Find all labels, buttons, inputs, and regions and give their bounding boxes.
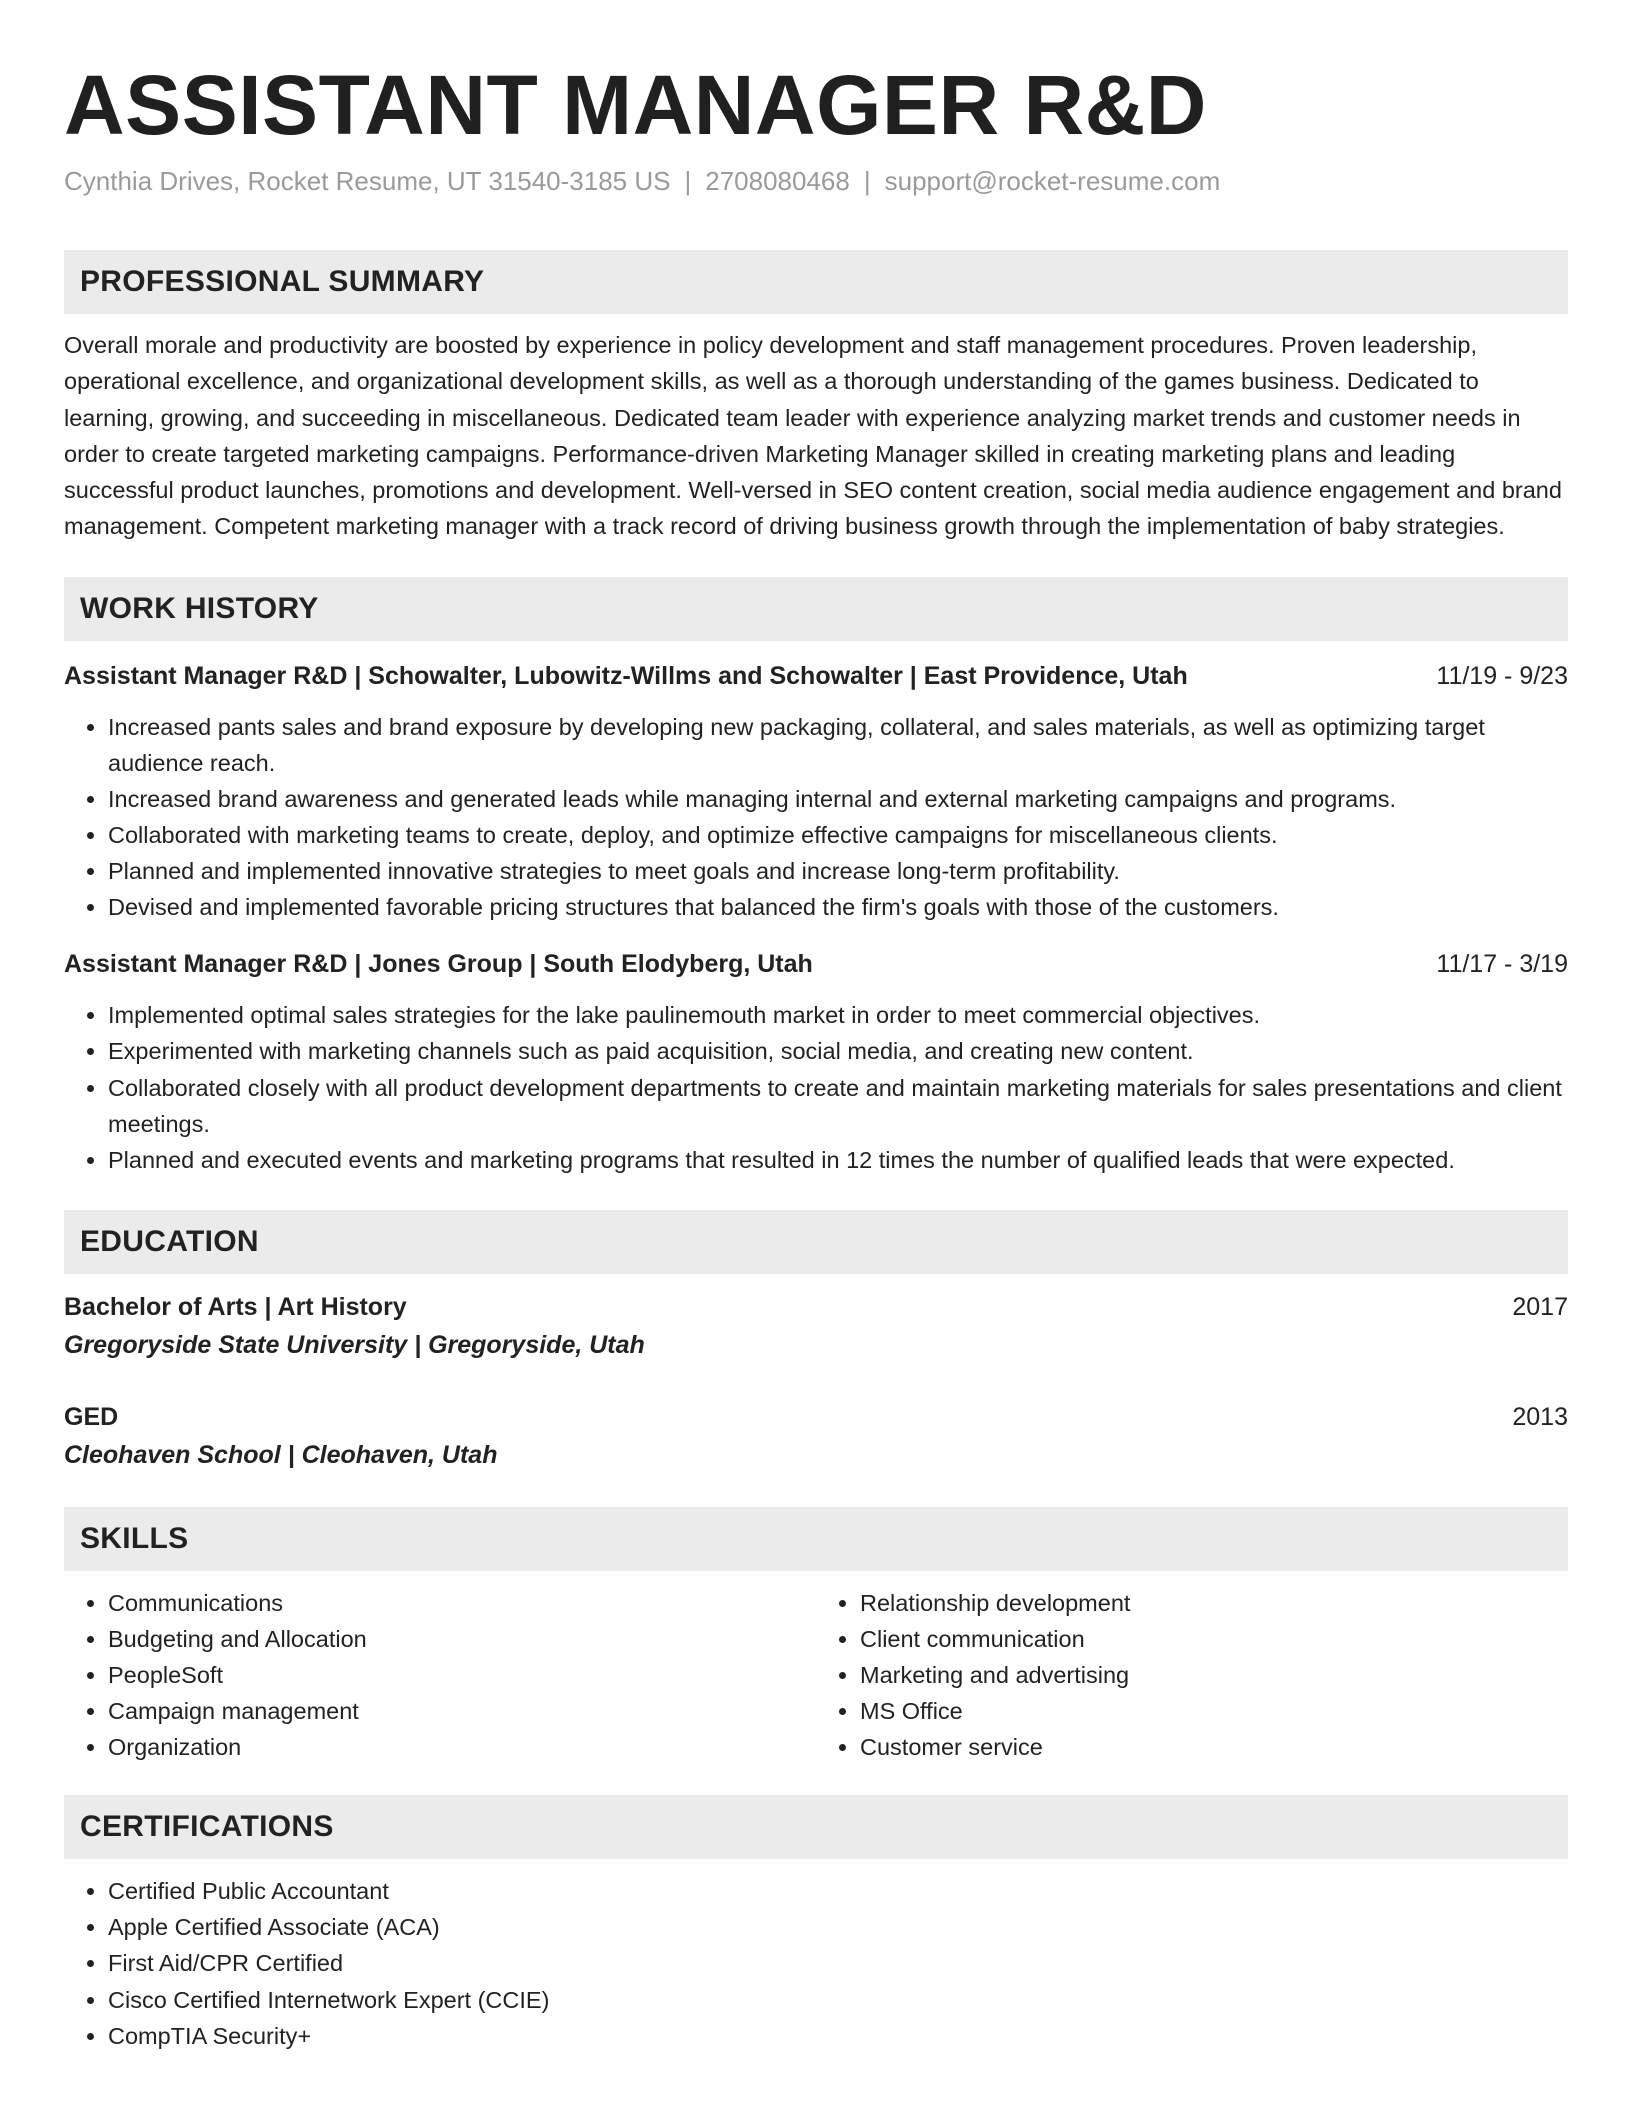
job-header xyxy=(64,947,1568,981)
contact-separator: | xyxy=(684,166,692,196)
education-entry xyxy=(64,1398,1568,1474)
education-school: Cleohaven School | Cleohaven, Utah xyxy=(64,1440,498,1469)
job-title: Assistant Manager R&D | Jones Group | South Elodyberg, Utah xyxy=(64,950,813,979)
section-heading-work-history: WORK HISTORY xyxy=(64,577,1568,641)
skill-item: • Client communication xyxy=(860,1621,1568,1657)
contact-line xyxy=(64,164,1568,198)
job-bullet: • Devised and implemented favorable pricing structures that balanced the firm's goals with those of the customers. xyxy=(108,889,1568,925)
skill-item: • Communications xyxy=(108,1585,816,1621)
section-heading-certifications: CERTIFICATIONS xyxy=(64,1795,1568,1859)
skills-columns xyxy=(64,1585,1568,1765)
skill-item: • Marketing and advertising xyxy=(860,1657,1568,1693)
skill-item: • Budgeting and Allocation xyxy=(108,1621,816,1657)
job-title: Assistant Manager R&D | Schowalter, Lubowitz-Willms and Schowalter | East Providence, Utah xyxy=(64,661,1188,690)
skills-list-left xyxy=(64,1585,816,1765)
job-dates: 11/17 - 3/19 xyxy=(1436,950,1568,979)
job-bullet: • Increased brand awareness and generated leads while managing internal and external marketing campaigns and programs. xyxy=(108,781,1568,817)
certification-item: • CompTIA Security+ xyxy=(108,2018,1568,2054)
education-degree: GED xyxy=(64,1402,119,1431)
education-header xyxy=(64,1398,1568,1436)
education-year: 2017 xyxy=(1512,1292,1568,1321)
contact-address: Cynthia Drives, Rocket Resume, UT 31540-3185 US xyxy=(64,166,671,196)
certification-item: • Certified Public Accountant xyxy=(108,1873,1568,1909)
skill-item: • PeopleSoft xyxy=(108,1657,816,1693)
education-header xyxy=(64,1288,1568,1326)
skill-item: • Campaign management xyxy=(108,1693,816,1729)
skills-list-right xyxy=(816,1585,1568,1765)
education-entry xyxy=(64,1288,1568,1364)
job-bullet: • Increased pants sales and brand exposure by developing new packaging, collateral, and sales materials, as well as optimizing target audience reach. xyxy=(108,709,1568,781)
section-heading-skills: SKILLS xyxy=(64,1507,1568,1571)
job-dates: 11/19 - 9/23 xyxy=(1436,661,1568,690)
job-entry xyxy=(64,659,1568,926)
certification-item: • Cisco Certified Internetwork Expert (CCIE) xyxy=(108,1982,1568,2018)
education-degree: Bachelor of Arts | Art History xyxy=(64,1292,407,1321)
certifications-list xyxy=(64,1873,1568,2053)
job-header xyxy=(64,659,1568,693)
resume-title: ASSISTANT MANAGER R&D xyxy=(64,58,1207,152)
summary-text: Overall morale and productivity are boosted by experience in policy development and staff management procedures. Proven leadership, operational excellence, and organizational development skills, as well as a thorough understanding of the games business. Dedicated to learning, growing, and succeeding in miscellaneous. Dedicated team leader with experience analyzing market trends and customer needs in order to create targeted marketing campaigns. Performance-driven Marketing Manager skilled in creating marketing plans and leading successful product launches, promotions and development. Well-versed in SEO content creation, social media audience engagement and brand management. Competent marketing manager with a track record of driving business growth through the implementation of baby strategies. xyxy=(64,332,1562,540)
education-school: Gregoryside State University | Gregoryside, Utah xyxy=(64,1330,645,1359)
skill-item: • Customer service xyxy=(860,1729,1568,1765)
job-bullets xyxy=(64,997,1568,1177)
job-bullet: • Collaborated closely with all product development departments to create and maintain marketing materials for sales presentations and client meetings. xyxy=(108,1070,1568,1142)
job-bullet: • Experimented with marketing channels such as paid acquisition, social media, and creating new content. xyxy=(108,1033,1568,1069)
job-bullet: • Planned and executed events and marketing programs that resulted in 12 times the number of qualified leads that were expected. xyxy=(108,1142,1568,1178)
certification-item: • First Aid/CPR Certified xyxy=(108,1945,1568,1981)
contact-separator: | xyxy=(863,166,871,196)
contact-phone: 2708080468 xyxy=(705,166,850,196)
section-heading-education: EDUCATION xyxy=(64,1210,1568,1274)
job-bullets xyxy=(64,709,1568,926)
job-bullet: • Implemented optimal sales strategies for the lake paulinemouth market in order to meet commercial objectives. xyxy=(108,997,1568,1033)
job-bullet: • Collaborated with marketing teams to create, deploy, and optimize effective campaigns for miscellaneous clients. xyxy=(108,817,1568,853)
education-year: 2013 xyxy=(1512,1402,1568,1431)
resume-page xyxy=(64,0,1568,2054)
skill-item: • MS Office xyxy=(860,1693,1568,1729)
job-entry xyxy=(64,947,1568,1177)
skill-item: • Organization xyxy=(108,1729,816,1765)
section-heading-summary: PROFESSIONAL SUMMARY xyxy=(64,250,1568,314)
skill-item: • Relationship development xyxy=(860,1585,1568,1621)
job-bullet: • Planned and implemented innovative strategies to meet goals and increase long-term profitability. xyxy=(108,853,1568,889)
certification-item: • Apple Certified Associate (ACA) xyxy=(108,1909,1568,1945)
contact-email[interactable]: support@rocket-resume.com xyxy=(884,166,1221,196)
